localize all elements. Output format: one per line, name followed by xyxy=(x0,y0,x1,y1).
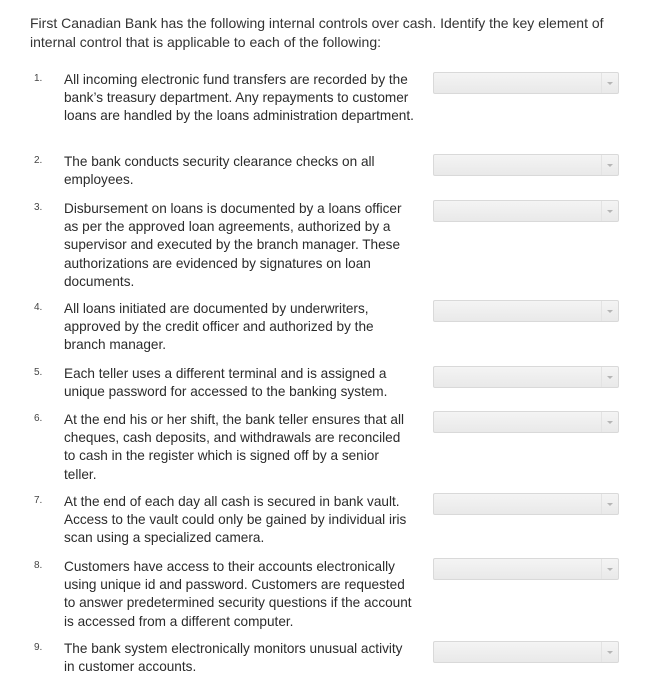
answer-dropdown-6[interactable] xyxy=(433,411,619,433)
question-number: 1. xyxy=(34,73,43,84)
question-number: 4. xyxy=(34,302,43,313)
chevron-down-icon xyxy=(601,201,618,221)
answer-dropdown-5[interactable] xyxy=(433,366,619,388)
question-number: 6. xyxy=(34,413,43,424)
question-text: Each teller uses a different terminal and is assigned a unique password for accessed to the banking system. xyxy=(64,366,388,400)
question-number: 7. xyxy=(34,495,43,506)
answer-dropdown-8[interactable] xyxy=(433,558,619,580)
chevron-down-icon xyxy=(601,494,618,514)
question-intro: First Canadian Bank has the following internal controls over cash. Identify the key element of internal control that is applicable to each of the following: xyxy=(30,15,604,50)
question-number: 3. xyxy=(34,202,43,213)
chevron-down-icon xyxy=(601,155,618,175)
question-number: 2. xyxy=(34,155,43,166)
question-text: At the end of each day all cash is secured in bank vault. Access to the vault could only be gained by individual iris scan using a specialized camera. xyxy=(64,494,407,546)
question-text: All loans initiated are documented by underwriters, approved by the credit officer and authorized by the branch manager. xyxy=(64,301,374,353)
question-text: At the end his or her shift, the bank teller ensures that all cheques, cash deposits, and withdrawals are reconciled to cash in the register which is signed off by a senior teller. xyxy=(64,412,405,482)
question-number: 9. xyxy=(34,642,43,653)
question-text: Customers have access to their accounts electronically using unique id and password. Customers are requested to answer predetermined security questions if the account is accessed from a different computer. xyxy=(64,559,412,629)
answer-dropdown-1[interactable] xyxy=(433,72,619,94)
question-text: All incoming electronic fund transfers are recorded by the bank’s treasury department. Any repayments to customer loans are handled by the loans administration department. xyxy=(64,72,414,124)
answer-dropdown-4[interactable] xyxy=(433,300,619,322)
answer-dropdown-9[interactable] xyxy=(433,641,619,663)
answer-dropdown-3[interactable] xyxy=(433,200,619,222)
question-text: Disbursement on loans is documented by a loans officer as per the approved loan agreements, authorized by a supervisor and executed by the branch manager. These authorizations are evidenced by signatures on loan documents. xyxy=(64,201,402,289)
chevron-down-icon xyxy=(601,367,618,387)
question-number: 8. xyxy=(34,560,43,571)
question-text: The bank conducts security clearance checks on all employees. xyxy=(64,154,375,188)
chevron-down-icon xyxy=(601,301,618,321)
answer-dropdown-2[interactable] xyxy=(433,154,619,176)
question-number: 5. xyxy=(34,367,43,378)
chevron-down-icon xyxy=(601,642,618,662)
chevron-down-icon xyxy=(601,559,618,579)
chevron-down-icon xyxy=(601,412,618,432)
answer-dropdown-7[interactable] xyxy=(433,493,619,515)
question-text: The bank system electronically monitors unusual activity in customer accounts. xyxy=(64,641,403,675)
chevron-down-icon xyxy=(601,73,618,93)
